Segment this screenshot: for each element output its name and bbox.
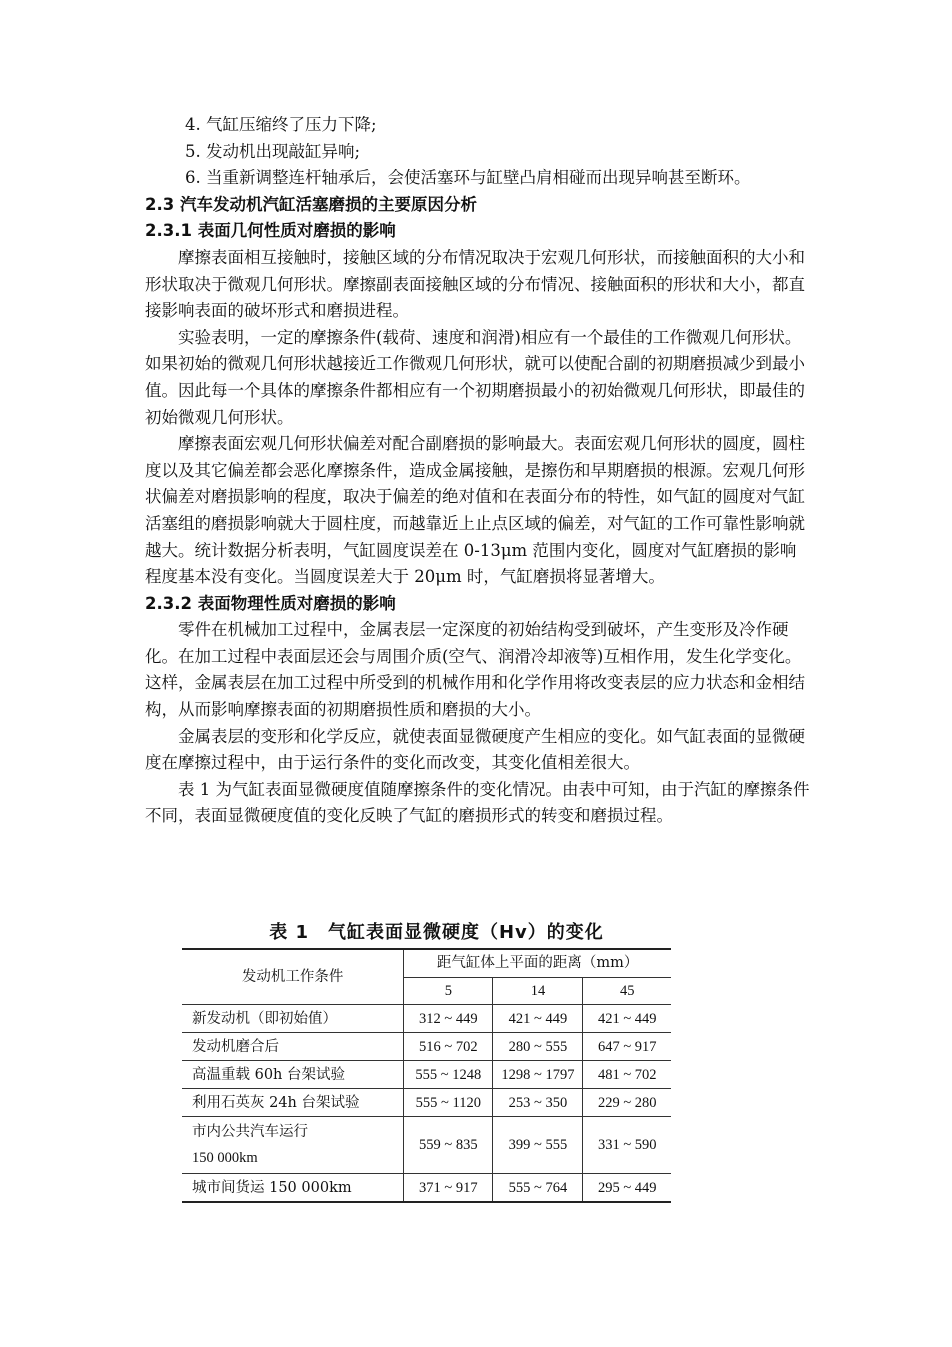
column-header-distance: 距气缸体上平面的距离（mm）	[404, 949, 671, 977]
paragraph: 摩擦表面相互接触时，接触区域的分布情况取决于宏观几何形状，而接触面积的大小和形状取决于微观几何形状。摩擦副表面接触区域的分布情况、接触面积的形状和大小，都直接影响表面的破坏形式和磨损进程。	[145, 247, 805, 321]
condition-cell: 发动机磨合后	[182, 1033, 404, 1061]
value-cell: 229 ~ 280	[583, 1089, 671, 1117]
paragraph: 摩擦表面宏观几何形状偏差对配合副磨损的影响最大。表面宏观几何形状的圆度，圆柱度以及其它偏差都会恶化摩擦条件，造成金属接触，是擦伤和早期磨损的根源。宏观几何形状偏差对磨损影响的程度，取决于偏差的绝对值和在表面分布的特性，如气缸的圆度对气缸活塞组的磨损影响就大于圆柱度，而越靠近上止点区域的偏差，对气缸的工作可靠性影响就越大。统计数据分析表明，气缸圆度误差在 0-13μm 范围内变化，圆度对气缸磨损的影响程度基本没有变化。当圆度误差大于 20μm 时，气缸磨损将显著增大。	[145, 434, 805, 587]
value-cell: 421 ~ 449	[583, 1005, 671, 1033]
value-cell: 481 ~ 702	[583, 1061, 671, 1089]
table-row	[182, 1033, 671, 1061]
column-header-14: 14	[493, 977, 583, 1005]
condition-cell	[182, 1117, 404, 1174]
table-row	[182, 1174, 671, 1203]
document-body	[145, 112, 810, 830]
list-item: 6. 当重新调整连杆轴承后，会使活塞环与缸壁凸肩相碰而出现异响甚至断环。	[185, 168, 751, 188]
hardness-table-block	[182, 918, 671, 1203]
condition-line: 市内公共汽车运行	[192, 1124, 308, 1140]
condition-cell: 高温重载 60h 台架试验	[182, 1061, 404, 1089]
value-cell: 555 ~ 1248	[404, 1061, 493, 1089]
table-header-row	[182, 949, 671, 977]
value-cell: 516 ~ 702	[404, 1033, 493, 1061]
value-cell: 371 ~ 917	[404, 1174, 493, 1203]
value-cell: 555 ~ 1120	[404, 1089, 493, 1117]
value-cell: 555 ~ 764	[493, 1174, 583, 1203]
table-row	[182, 1005, 671, 1033]
column-header-condition: 发动机工作条件	[182, 949, 404, 1005]
condition-cell: 新发动机（即初始值）	[182, 1005, 404, 1033]
value-cell: 1298 ~ 1797	[493, 1061, 583, 1089]
table-title: 表 1 气缸表面显微硬度（Hv）的变化	[269, 922, 604, 943]
table-row	[182, 1089, 671, 1117]
table-row	[182, 1061, 671, 1089]
value-cell: 559 ~ 835	[404, 1117, 493, 1174]
value-cell: 312 ~ 449	[404, 1005, 493, 1033]
paragraph: 零件在机械加工过程中，金属表层一定深度的初始结构受到破坏，产生变形及冷作硬化。在加工过程中表面层还会与周围介质(空气、润滑冷却液等)互相作用，发生化学变化。这样，金属表层在加工过程中所受到的机械作用和化学作用将改变表层的应力状态和金相结构，从而影响摩擦表面的初期磨损性质和磨损的大小。	[145, 620, 805, 720]
paragraph: 金属表层的变形和化学反应，就使表面显微硬度产生相应的变化。如气缸表面的显微硬度在摩擦过程中，由于运行条件的变化而改变，其变化值相差很大。	[145, 726, 805, 773]
value-cell: 647 ~ 917	[583, 1033, 671, 1061]
value-cell: 253 ~ 350	[493, 1089, 583, 1117]
list-item: 5. 发动机出现敲缸异响;	[185, 141, 361, 161]
hardness-table	[182, 948, 671, 1203]
column-header-5: 5	[404, 977, 493, 1005]
condition-cell: 城市间货运 150 000km	[182, 1174, 404, 1203]
section-heading-2-3-2: 2.3.2 表面物理性质对磨损的影响	[145, 593, 396, 613]
value-cell: 280 ~ 555	[493, 1033, 583, 1061]
paragraph: 实验表明，一定的摩擦条件(载荷、速度和润滑)相应有一个最佳的工作微观几何形状。如果初始的微观几何形状越接近工作微观几何形状，就可以使配合副的初期磨损减少到最小值。因此每一个具体的摩擦条件都相应有一个初期磨损最小的初始微观几何形状，即最佳的初始微观几何形状。	[145, 327, 805, 427]
list-item: 4. 气缸压缩终了压力下降;	[185, 115, 377, 134]
value-cell: 399 ~ 555	[493, 1117, 583, 1174]
section-heading-2-3: 2.3 汽车发动机汽缸活塞磨损的主要原因分析	[145, 194, 477, 214]
condition-line: 150 000km	[192, 1150, 258, 1166]
column-header-45: 45	[583, 977, 671, 1005]
table-row	[182, 1117, 671, 1174]
value-cell: 331 ~ 590	[583, 1117, 671, 1174]
value-cell: 295 ~ 449	[583, 1174, 671, 1203]
section-heading-2-3-1: 2.3.1 表面几何性质对磨损的影响	[145, 221, 396, 241]
condition-cell: 利用石英灰 24h 台架试验	[182, 1089, 404, 1117]
value-cell: 421 ~ 449	[493, 1005, 583, 1033]
paragraph: 表 1 为气缸表面显微硬度值随摩擦条件的变化情况。由表中可知，由于汽缸的摩擦条件不同，表面显微硬度值的变化反映了气缸的磨损形式的转变和磨损过程。	[145, 779, 810, 826]
